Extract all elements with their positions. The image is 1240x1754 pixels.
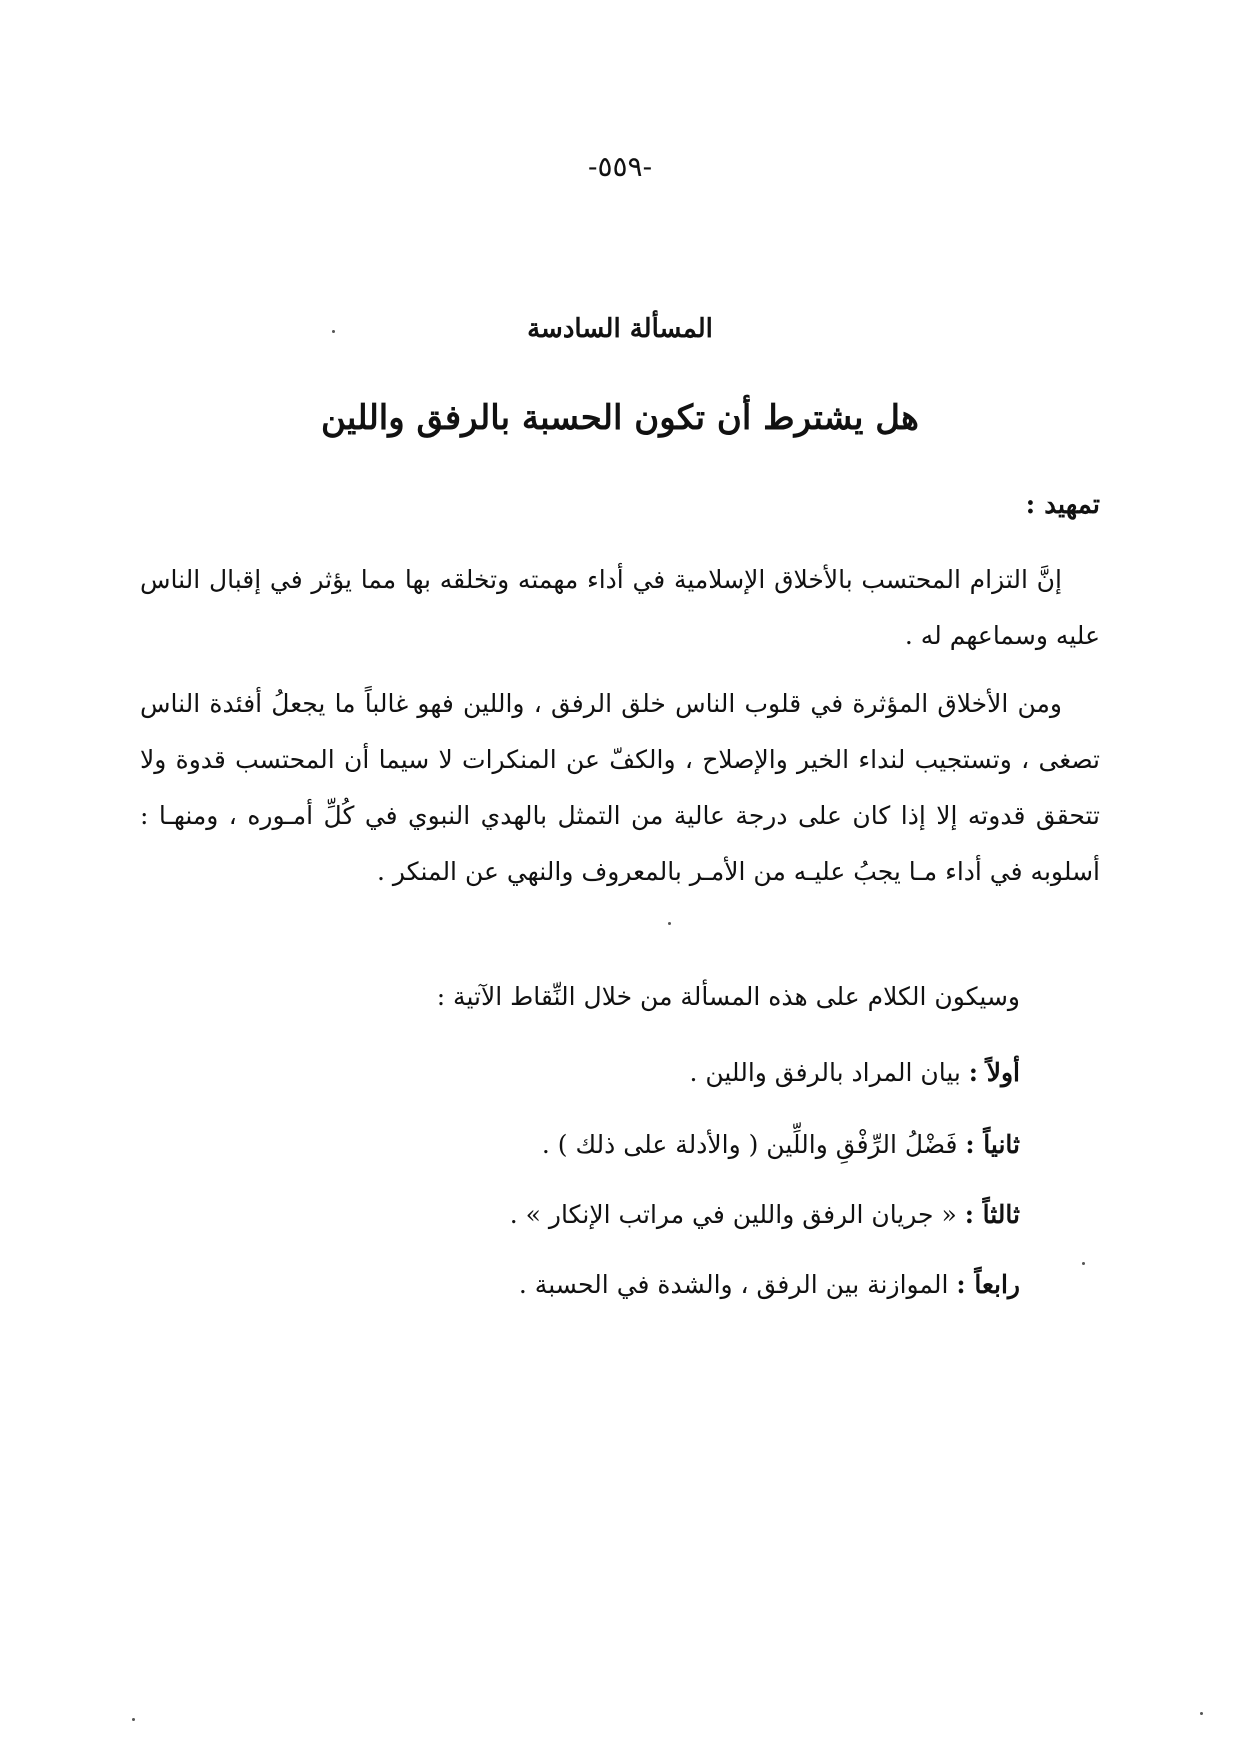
list-item <box>689 1058 1020 1087</box>
points-intro: وسيكون الكلام على هذه المسألة من خلال النِّقاط الآتية : <box>436 982 1020 1011</box>
list-item-text: بيان المراد بالرفق واللين . <box>689 1058 969 1087</box>
section-label: المسألة السادسة <box>527 314 713 344</box>
list-item <box>510 1200 1020 1229</box>
list-item <box>542 1130 1020 1159</box>
list-item <box>519 1270 1020 1299</box>
page-title: هل يشترط أن تكون الحسبة بالرفق واللين <box>321 398 919 438</box>
scan-speck <box>1200 1712 1203 1715</box>
list-item-text: « جريان الرفق واللين في مراتب الإنكار » . <box>509 1200 965 1229</box>
scan-speck <box>668 922 671 925</box>
page-number: -٥٥٩- <box>587 150 653 183</box>
scan-speck <box>132 1718 135 1721</box>
list-item-lead: أولاً : <box>968 1058 1020 1087</box>
paragraph-2: ومن الأخلاق المؤثرة في قلوب الناس خلق الرفق ، واللين فهو غالباً ما يجعلُ أفئدة الناس تصغى ، وتستجيب لنداء الخير والإصلاح ، والكفّ عن المنكرات لا سيما أن المحتسب قدوة ولا تتحقق قدوته إلا إذا كان على درجة عالية من التمثل بالهدي النبوي في كُلِّ أمـوره ، ومنهـا : أسلوبه في أداء مـا يجبُ عليـه من الأمـر بالمعروف والنهي عن المنكر . <box>140 689 1100 886</box>
list-item-lead: ثالثاً : <box>964 1200 1020 1229</box>
paragraph-1: إنَّ التزام المحتسب بالأخلاق الإسلامية في أداء مهمته وتخلقه بها مما يؤثر في إقبال الناس عليه وسماعهم له . <box>140 565 1100 650</box>
list-item-lead: رابعاً : <box>956 1270 1020 1299</box>
scan-speck <box>1082 1262 1085 1265</box>
list-item-text: فَضْلُ الرِّفْقِ واللِّين ( والأدلة على ذلك ) . <box>541 1130 966 1159</box>
list-item-text: الموازنة بين الرفق ، والشدة في الحسبة . <box>518 1270 957 1299</box>
list-item-lead: ثانياً : <box>965 1130 1020 1159</box>
scan-speck <box>332 330 335 333</box>
intro-heading: تمهيد : <box>1025 490 1100 520</box>
